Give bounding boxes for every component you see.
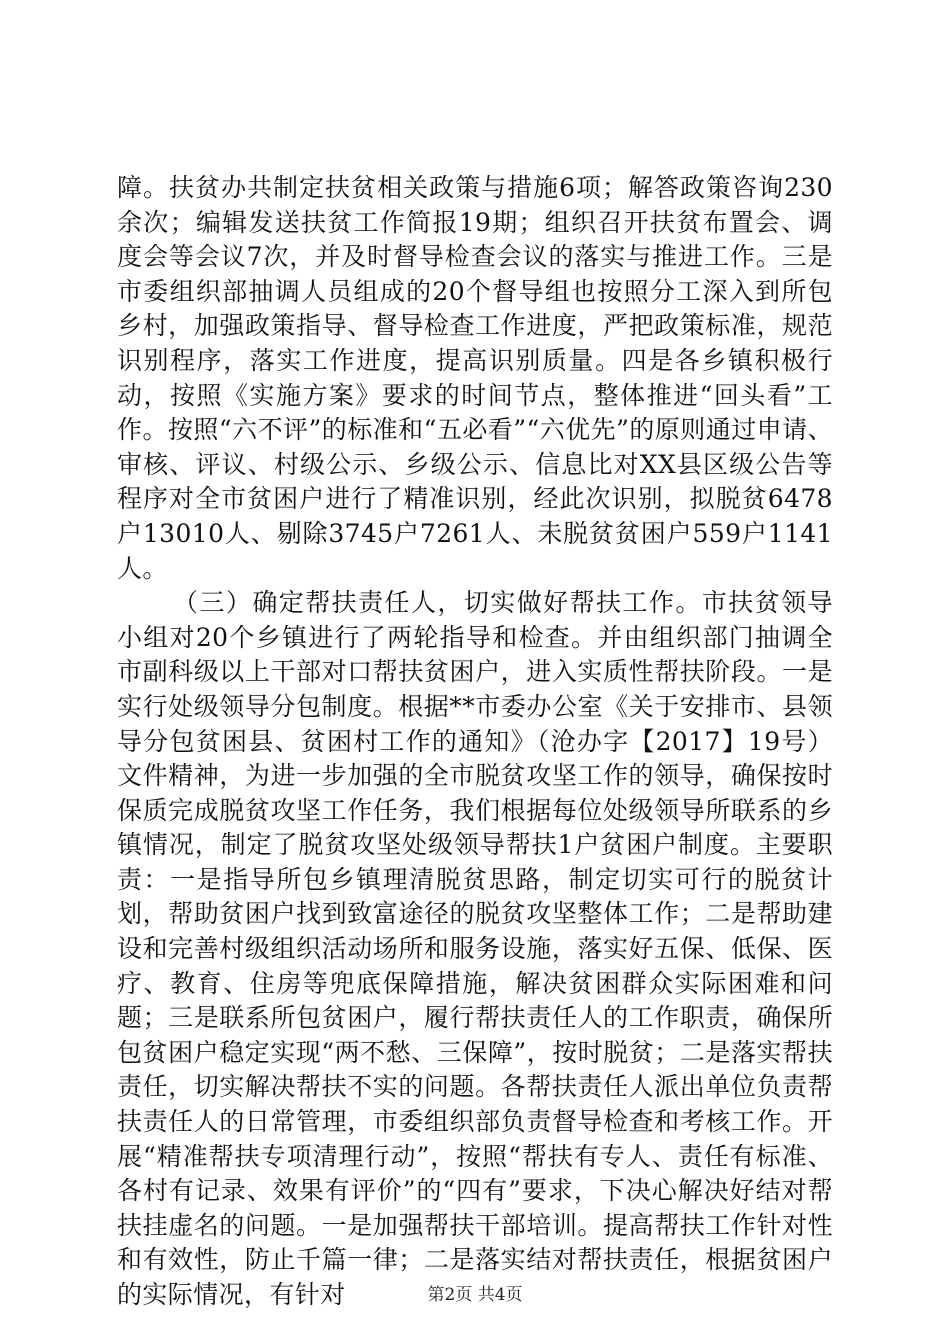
paragraph-section-three: （三）确定帮扶责任人，切实做好帮扶工作。市扶贫领导小组对20个乡镇进行了两轮指导和检查。并由组织部门抽调全市副科级以上干部对口帮扶贫困户，进入实质性帮扶阶段。一是实行处级领导分包制度。根据**市委办公室《关于安排市、县领导分包贫困县、贫困村工作的通知》（沧办字【2017】19号）文件精神，为进一步加强的全市脱贫攻坚工作的领导，确保按时保质完成脱贫攻坚工作任务，我们根据每位处级领导所联系的乡镇情况，制定了脱贫攻坚处级领导帮扶1户贫困户制度。主要职责：一是指导所包乡镇理清脱贫思路，制定切实可行的脱贫计划，帮助贫困户找到致富途径的脱贫攻坚整体工作；二是帮助建设和完善村级组织活动场所和服务设施，落实好五保、低保、医疗、教育、住房等兜底保障措施，解决贫困群众实际困难和问题；三是联系所包贫困户，履行帮扶责任人的工作职责，确保所包贫困户稳定实现“两不愁、三保障”，按时脱贫；二是落实帮扶责任，切实解决帮扶不实的问题。各帮扶责任人派出单位负责帮扶责任人的日常管理，市委组织部负责督导检查和考核工作。开展“精准帮扶专项清理行动”，按照“帮扶有专人、责任有标准、各村有记录、效果有评价”的“四有”要求，下决心解决好结对帮扶挂虚名的问题。一是加强帮扶干部培训。提高帮扶工作针对性和有效性，防止千篇一律；二是落实结对帮扶责任，根据贫困户的实际情况，有针对 xyxy=(117,588,833,1309)
paragraph-continuation: 障。扶贫办共制定扶贫相关政策与措施6项；解答政策咨询230余次；编辑发送扶贫工作简报19期；组织召开扶贫布置会、调度会等会议7次，并及时督导检查会议的落实与推进工作。三是市委组织部抽调人员组成的20个督导组也按照分工深入到所包乡村，加强政策指导、督导检查工作进度，严把政策标准，规范识别程序，落实工作进度，提高识别质量。四是各乡镇积极行动，按照《实施方案》要求的时间节点，整体推进“回头看”工作。按照“六不评”的标准和“五必看”“六优先”的原则通过申请、审核、评议、村级公示、乡级公示、信息比对XX县区级公告等程序对全市贫困户进行了精准识别，经此次识别，拟脱贫6478户13010人、剔除3745户7261人、未脱贫贫困户559户1141人。 xyxy=(117,173,833,583)
page-number-footer: 第2页 共4页 xyxy=(427,1285,523,1305)
document-body xyxy=(117,171,833,1313)
